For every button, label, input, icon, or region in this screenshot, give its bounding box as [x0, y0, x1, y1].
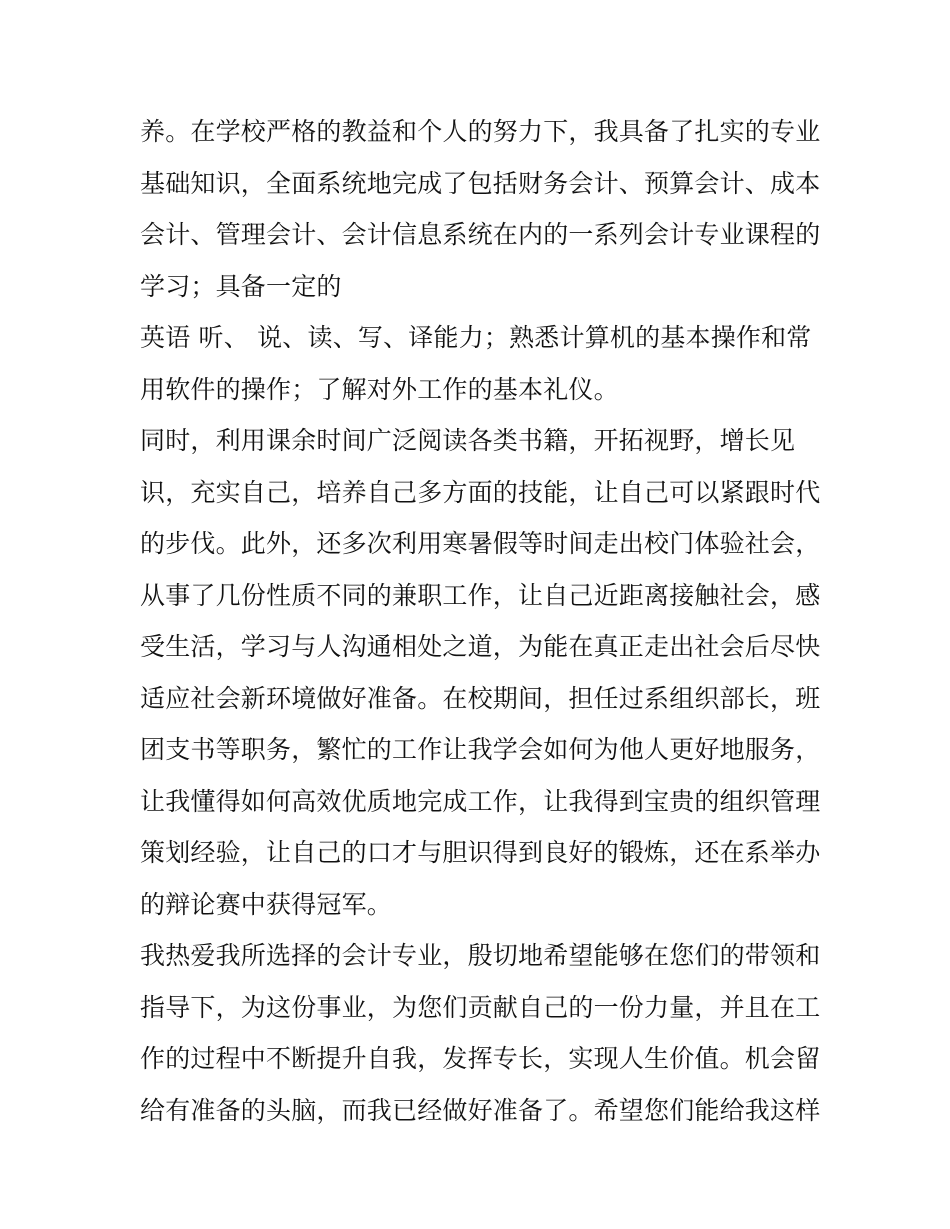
text-line: 策划经验，让自己的口才与胆识得到良好的锻炼，还在系举办: [140, 838, 821, 867]
text-line: 养。在学校严格的教益和个人的努力下，我具备了扎实的专业: [140, 117, 821, 146]
text-line: 的步伐。此外，还多次利用寒暑假等时间走出校门体验社会，: [140, 529, 821, 558]
text-line: 从事了几份性质不同的兼职工作，让自己近距离接触社会，感: [140, 580, 821, 610]
text-line: 我热爱我所选择的会计专业，殷切地希望能够在您们的带领和: [140, 941, 821, 970]
letter-body: [140, 106, 830, 1136]
text-line: 作的过程中不断提升自我，发挥专长，实现人生价值。机会留: [140, 1044, 821, 1073]
text-line: 英语 听、 说、读、写、译能力；熟悉计算机的基本操作和常: [140, 323, 812, 352]
text-line: 用软件的操作；了解对外工作的基本礼仪。: [140, 374, 619, 404]
text-line: 团支书等职务，繁忙的工作让我学会如何为他人更好地服务，: [140, 735, 821, 764]
text-line: 指导下，为这份事业，为您们贡献自己的一份力量，并且在工: [140, 992, 821, 1022]
text-line: 识，充实自己，培养自己多方面的技能，让自己可以紧跟时代: [140, 477, 821, 507]
text-line: 学习；具备一定的: [140, 271, 342, 301]
text-line: 基础知识，全面系统地完成了包括财务会计、预算会计、成本: [140, 168, 821, 198]
text-line: 会计、管理会计、会计信息系统在内的一系列会计专业课程的: [140, 220, 821, 249]
text-line: 同时，利用课余时间广泛阅读各类书籍，开拓视野，增长见: [140, 426, 796, 455]
text-line: 受生活，学习与人沟通相处之道，为能在真正走出社会后尽快: [140, 632, 821, 661]
text-line: 适应社会新环境做好准备。在校期间，担任过系组织部长，班: [140, 683, 821, 713]
text-line: 的辩论赛中获得冠军。: [140, 889, 393, 919]
text-line: 让我懂得如何高效优质地完成工作，让我得到宝贵的组织管理: [140, 786, 821, 816]
text-line: 给有准备的头脑，而我已经做好准备了。希望您们能给我这样: [140, 1095, 821, 1125]
